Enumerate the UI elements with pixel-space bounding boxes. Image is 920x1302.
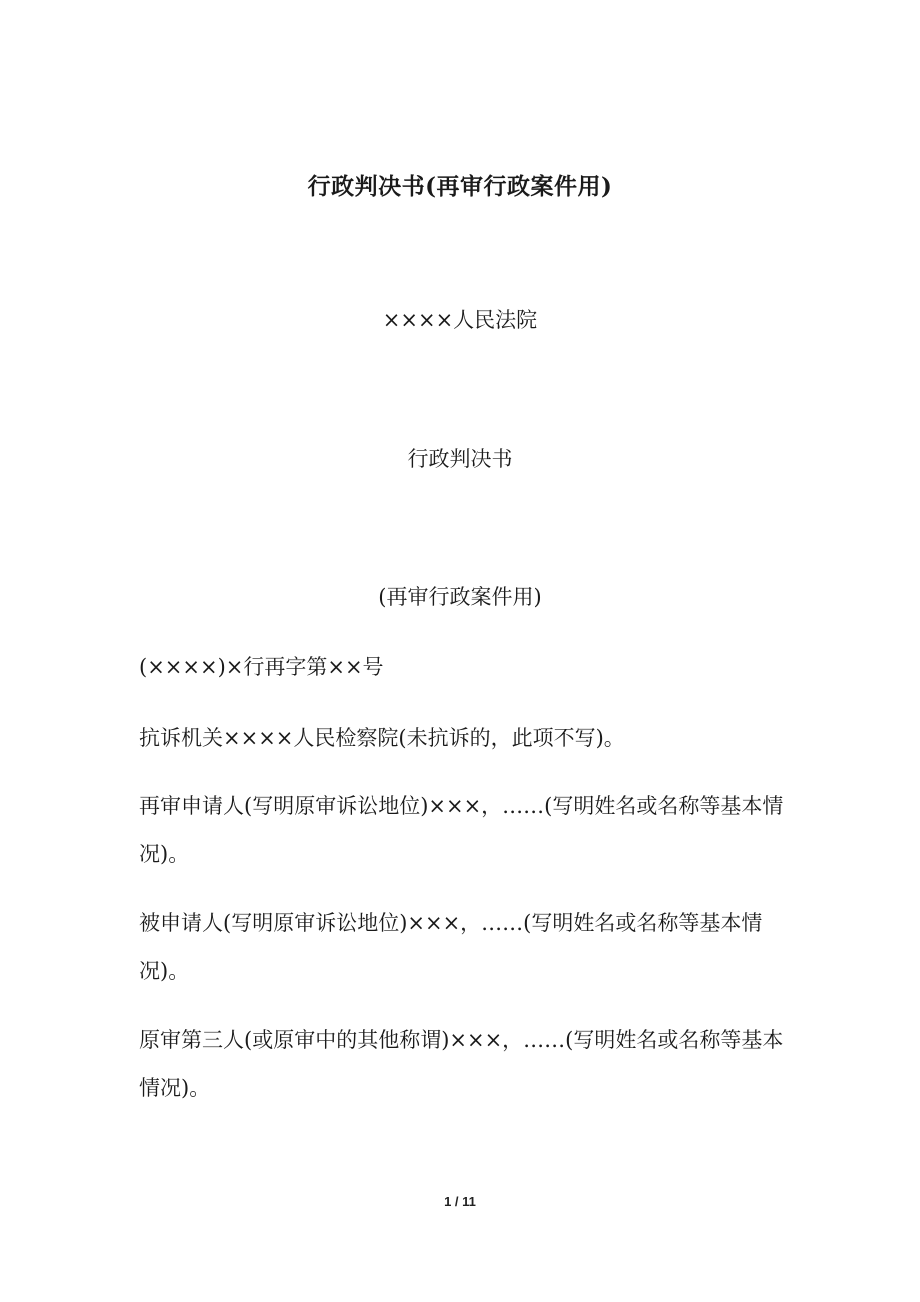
case-number: (××××)×行再字第××号 [139,655,384,679]
document-title: 行政判决书(再审行政案件用) [307,173,613,200]
respondent-paragraph: 被申请人(写明原审诉讼地位)×××，……(写明姓名或名称等基本情况)。 [139,911,763,983]
page-number: 1 / 11 [444,1194,476,1209]
protest-agency-paragraph: 抗诉机关××××人民检察院(未抗诉的，此项不写)。 [139,726,625,750]
case-type-note: (再审行政案件用) [378,585,542,609]
document-type: 行政判决书 [407,447,513,471]
retrial-applicant-paragraph: 再审申请人(写明原审诉讼地位)×××，……(写明姓名或名称等基本情况)。 [139,794,784,866]
third-party-paragraph: 原审第三人(或原审中的其他称谓)×××，……(写明姓名或名称等基本情况)。 [139,1028,784,1100]
court-name: ××××人民法院 [382,308,538,332]
